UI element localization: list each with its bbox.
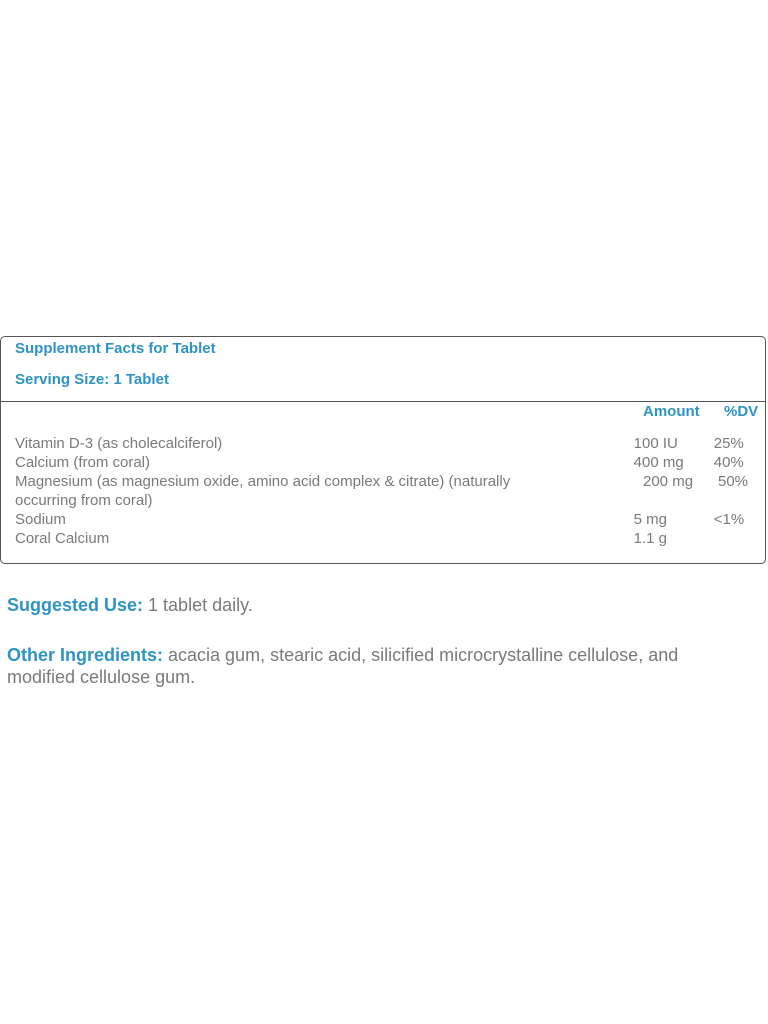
other-ingredients-label: Other Ingredients: — [7, 645, 164, 665]
other-ingredients — [7, 644, 747, 688]
nutrient-name: Magnesium (as magnesium oxide, amino acid complex & citrate) (naturally occurring from coral) — [15, 473, 511, 509]
amount-column-header: Amount — [643, 403, 700, 420]
nutrient-row — [15, 529, 763, 548]
nutrient-dv: 25% — [713, 435, 744, 452]
nutrient-name: Sodium — [15, 511, 66, 528]
nutrient-amount: 200 mg — [643, 473, 694, 490]
nutrient-dv: 40% — [713, 454, 744, 471]
nutrient-dv: 50% — [718, 473, 749, 490]
nutrient-rows — [15, 434, 763, 548]
suggested-use-text: 1 tablet daily. — [143, 595, 253, 615]
suggested-use — [7, 594, 747, 616]
supplement-facts-panel — [0, 336, 766, 564]
nutrient-name-cell — [15, 472, 643, 510]
nutrient-row — [15, 472, 763, 510]
nutrient-name: Calcium (from coral) — [15, 454, 151, 471]
serving-size: Serving Size: 1 Tablet — [15, 371, 169, 388]
nutrient-name: Vitamin D-3 (as cholecalciferol) — [15, 435, 223, 452]
nutrient-amount: 1.1 g — [633, 530, 668, 547]
nutrient-amount: 5 mg — [633, 511, 667, 528]
nutrient-row — [15, 434, 763, 453]
nutrient-dv — [693, 529, 763, 548]
nutrient-amount: 100 IU — [633, 435, 678, 452]
nutrient-row — [15, 453, 763, 472]
other-ingredients-text: acacia gum, stearic acid, silicified microcrystalline cellulose, and modified cellulose gum. — [7, 645, 679, 687]
nutrient-row — [15, 510, 763, 529]
dv-column-header: %DV — [724, 403, 759, 420]
suggested-use-label: Suggested Use: — [7, 595, 144, 615]
nutrient-dv: <1% — [713, 511, 745, 528]
spacer — [575, 472, 643, 510]
facts-title: Supplement Facts for Tablet — [15, 340, 216, 357]
facts-header — [1, 337, 765, 402]
nutrient-name: Coral Calcium — [15, 530, 110, 547]
nutrient-amount: 400 mg — [633, 454, 684, 471]
